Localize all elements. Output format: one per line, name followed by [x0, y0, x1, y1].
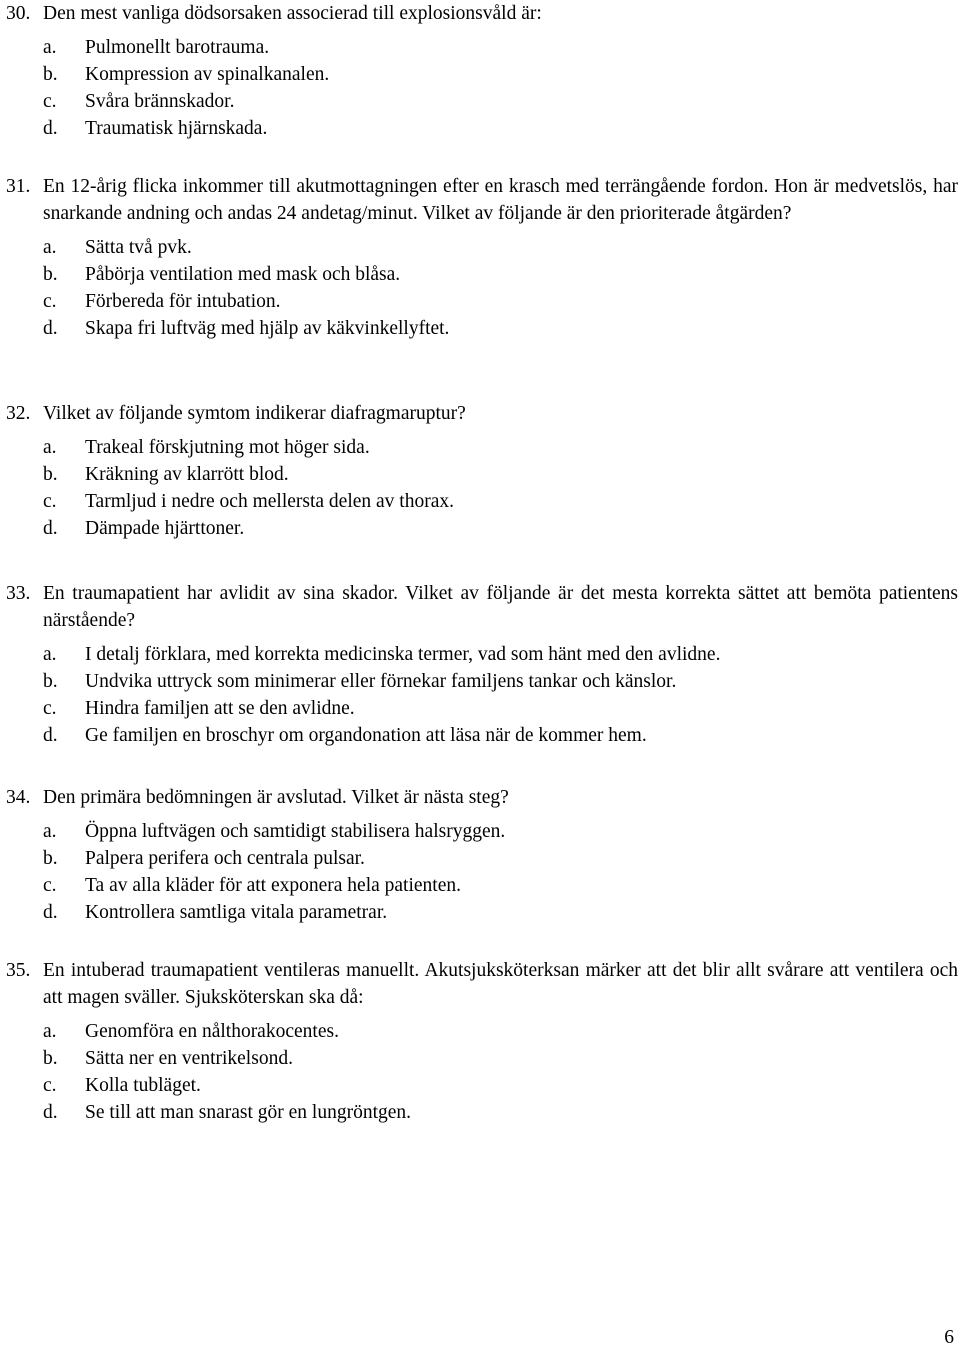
option-list: [0, 34, 960, 142]
option-c: [0, 488, 960, 515]
option-text: Kontrollera samtliga vitala parametrar.: [85, 902, 388, 923]
question-stem: [0, 173, 960, 227]
option-letter: d.: [43, 902, 58, 923]
option-letter: a.: [43, 237, 57, 258]
question-number: 34.: [6, 787, 31, 808]
option-letter: c.: [43, 291, 57, 312]
option-letter: b.: [43, 464, 58, 485]
option-letter: c.: [43, 491, 57, 512]
option-text: Skapa fri luftväg med hjälp av käkvinkellyftet.: [85, 318, 450, 339]
question-stem: [0, 580, 960, 634]
question-stem: [0, 400, 960, 427]
option-a: [0, 34, 960, 61]
option-text: I detalj förklara, med korrekta medicinska termer, vad som hänt med den avlidne.: [85, 644, 721, 665]
option-letter: b.: [43, 1048, 58, 1069]
option-c: [0, 88, 960, 115]
question-31: [0, 173, 960, 342]
option-letter: c.: [43, 1075, 57, 1096]
question-text: Den mest vanliga dödsorsaken associerad till explosionsvåld är:: [43, 3, 542, 24]
option-a: [0, 641, 960, 668]
question-33: [0, 580, 960, 749]
option-text: Palpera perifera och centrala pulsar.: [85, 848, 365, 869]
option-letter: d.: [43, 1102, 58, 1123]
question-text: Vilket av följande symtom indikerar diafragmaruptur?: [43, 403, 466, 424]
question-number: 35.: [6, 960, 31, 981]
option-text: Sätta två pvk.: [85, 237, 192, 258]
option-a: [0, 818, 960, 845]
option-letter: b.: [43, 848, 58, 869]
question-stem: [0, 957, 960, 1011]
option-d: [0, 899, 960, 926]
option-text: Pulmonellt barotrauma.: [85, 37, 270, 58]
question-number: 30.: [6, 3, 31, 24]
question-35: [0, 957, 960, 1126]
option-b: [0, 845, 960, 872]
option-b: [0, 461, 960, 488]
question-34: [0, 784, 960, 926]
option-text: Trakeal förskjutning mot höger sida.: [85, 437, 370, 458]
option-letter: d.: [43, 318, 58, 339]
option-text: Ta av alla kläder för att exponera hela patienten.: [85, 875, 461, 896]
option-c: [0, 872, 960, 899]
question-stem: [0, 784, 960, 811]
question-number: 32.: [6, 403, 31, 424]
option-letter: b.: [43, 264, 58, 285]
option-text: Hindra familjen att se den avlidne.: [85, 698, 355, 719]
option-letter: d.: [43, 518, 58, 539]
question-30: [0, 0, 960, 142]
option-text: Genomföra en nålthorakocentes.: [85, 1021, 339, 1042]
question-32: [0, 400, 960, 542]
option-letter: c.: [43, 875, 57, 896]
option-letter: a.: [43, 437, 57, 458]
option-letter: c.: [43, 91, 57, 112]
option-letter: d.: [43, 118, 58, 139]
question-number: 33.: [6, 583, 31, 604]
option-text: Öppna luftvägen och samtidigt stabilisera halsryggen.: [85, 821, 506, 842]
option-letter: a.: [43, 644, 57, 665]
page-number: 6: [944, 1327, 954, 1348]
option-text: Se till att man snarast gör en lungröntgen.: [85, 1102, 412, 1123]
option-text: Kolla tubläget.: [85, 1075, 201, 1096]
option-letter: b.: [43, 671, 58, 692]
question-number: 31.: [6, 176, 31, 197]
option-text: Kräkning av klarrött blod.: [85, 464, 289, 485]
option-text: Dämpade hjärttoner.: [85, 518, 245, 539]
option-list: [0, 434, 960, 542]
option-b: [0, 1045, 960, 1072]
option-text: Ge familjen en broschyr om organdonation att läsa när de kommer hem.: [85, 725, 647, 746]
option-a: [0, 234, 960, 261]
option-d: [0, 315, 960, 342]
option-d: [0, 722, 960, 749]
option-letter: a.: [43, 1021, 57, 1042]
option-letter: d.: [43, 725, 58, 746]
option-text: Traumatisk hjärnskada.: [85, 118, 268, 139]
option-letter: c.: [43, 698, 57, 719]
option-letter: a.: [43, 37, 57, 58]
option-list: [0, 234, 960, 342]
question-text: En traumapatient har avlidit av sina skador. Vilket av följande är det mesta korrekta sättet att bemöta patientens närstående?: [43, 583, 958, 631]
option-text: Tarmljud i nedre och mellersta delen av thorax.: [85, 491, 454, 512]
option-b: [0, 261, 960, 288]
option-text: Undvika uttryck som minimerar eller förnekar familjens tankar och känslor.: [85, 671, 677, 692]
option-text: Kompression av spinalkanalen.: [85, 64, 330, 85]
option-b: [0, 668, 960, 695]
question-text: En 12-årig flicka inkommer till akutmottagningen efter en krasch med terrängående fordon. Hon är medvetslös, har snarkande andning och andas 24 andetag/minut. Vilket av följande är den prioriterade åtgärden?: [43, 176, 958, 224]
option-b: [0, 61, 960, 88]
option-text: Svåra brännskador.: [85, 91, 235, 112]
question-stem: [0, 0, 960, 27]
option-d: [0, 515, 960, 542]
option-text: Påbörja ventilation med mask och blåsa.: [85, 264, 401, 285]
option-list: [0, 641, 960, 749]
option-list: [0, 818, 960, 926]
option-list: [0, 1018, 960, 1126]
option-c: [0, 288, 960, 315]
question-text: Den primära bedömningen är avslutad. Vilket är nästa steg?: [43, 787, 509, 808]
option-a: [0, 434, 960, 461]
option-c: [0, 1072, 960, 1099]
option-d: [0, 1099, 960, 1126]
option-d: [0, 115, 960, 142]
question-text: En intuberad traumapatient ventileras manuellt. Akutsjuksköterksan märker att det blir allt svårare att ventilera och att magen sväller. Sjuksköterskan ska då:: [43, 960, 958, 1008]
option-c: [0, 695, 960, 722]
option-text: Sätta ner en ventrikelsond.: [85, 1048, 293, 1069]
option-letter: b.: [43, 64, 58, 85]
option-letter: a.: [43, 821, 57, 842]
option-a: [0, 1018, 960, 1045]
option-text: Förbereda för intubation.: [85, 291, 281, 312]
